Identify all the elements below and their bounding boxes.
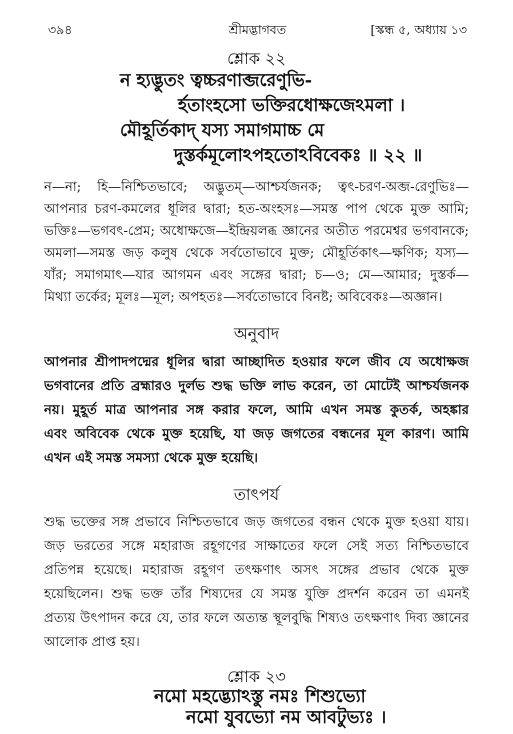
verse-22-line-4: দুস্তর্কমূলোঽপহতোঽবিবেকঃ ॥ ২২ ॥ [174,146,423,166]
translation-line: ভগবানের প্রতি ব্রহ্মারও দুর্লভ শুদ্ধ ভক্তি লাভ করেন, তা মোটেই আশ্চর্যজনক [44,379,469,394]
synonyms-line: অমলা—সমস্ত জড় কলুষ থেকে সর্বতোভাবে মুক্ত; মৌহূর্তিকাৎ—ক্ষণিক; যস্য— [44,246,469,261]
translation-line: এখন এই সমস্ত সমস্যা থেকে মুক্ত হয়েছি। [44,451,258,466]
chapter-reference: [স্কন্ধ ৫, অধ্যায় ১৩ [370,22,467,37]
purport-line: প্রতিপন্ন হয়েছে। মহারাজ রহূগণ তৎক্ষণাৎ অসৎ সঙ্গের প্রভাব থেকে মুক্ত [44,563,469,578]
synonyms-line: ভক্তিঃ—ভগবৎ-প্রেম; অধোক্ষজে—ইন্দ্রিয়লব্ধ জ্ঞানের অতীত পরমেশ্বর ভগবানকে; [44,224,469,239]
synonyms-line: মিথ্যা তর্কের; মূলঃ—মূল; অপহতঃ—সর্বতোভাবে বিনষ্ট; অবিবেকঃ—অজ্ঞান। [44,290,443,305]
synonyms-line: আপনার চরণ-কমলের ধূলির দ্বারা; হত-অংহসঃ—সমস্ত পাপ থেকে মুক্ত আমি; [44,202,469,217]
verse-22-line-3: মৌহূর্তিকাদ্ যস্য সমাগমাচ্চ মে [120,121,325,141]
verse-22-heading: শ্লোক ২২ [227,49,286,68]
page-number: ৩৯৪ [48,22,73,37]
running-header [48,22,467,42]
verse-22-line-2: র্হতাংহসো ভক্তিরধোক্ষজেঽমলা । [178,96,406,116]
translation-line: এবং অবিবেক থেকে মুক্ত হয়েছি, যা জড় জগতের বন্ধনের মূল কারণ। আমি [44,427,469,442]
purport-line: আলোক প্রাপ্ত হয়। [44,635,140,650]
purport-heading: তাৎপর্য [233,485,280,504]
verse-23-heading: শ্লোক ২৩ [227,667,286,686]
verse-23-line-2: নমো যুবভ্যো নম আবটুভ্যঃ । [186,708,387,728]
verse-22-line-1: ন হ্যদ্ভুতং ত্বচ্চরণাব্জরেণুভি- [120,71,313,91]
purport-line: প্রত্যয় উৎপাদন করে যে, তার ফলে অত্যন্ত স্থূলবুদ্ধি শিষ্যও তৎক্ষণাৎ দিব্য জ্ঞানের [44,611,469,626]
synonyms-line: ন—না; হি—নিশ্চিতভাবে; অদ্ভুতম্—আশ্চর্যজনক; ত্বৎ-চরণ-অব্জ-রেণুভিঃ— [44,180,469,195]
verse-23-line-1: নমো মহদ্ভ্যোঽস্তু নমঃ শিশুভ্যো [154,687,366,707]
purport-line: হয়েছিলেন। শুদ্ধ ভক্ত তাঁর শিষ্যদের যে সমস্ত যুক্তি প্রদর্শন করেন তা এমনই [44,587,469,602]
translation-line: আপনার শ্রীপাদপদ্মের ধূলির দ্বারা আচ্ছাদিত হওয়ার ফলে জীব যে অধোক্ষজ [44,355,469,370]
purport-line: শুদ্ধ ভক্তের সঙ্গ প্রভাবে নিশ্চিতভাবে জড় জগতের বন্ধন থেকে মুক্ত হওয়া যায়। [44,515,469,530]
translation-line: নয়। মুহূর্ত মাত্র আপনার সঙ্গ করার ফলে, আমি এখন সমস্ত কুতর্ক, অহঙ্কার [44,403,469,418]
purport-line: জড় ভরতের সঙ্গে মহারাজ রহূগণের সাক্ষাতের ফলে সেই সত্য নিশ্চিতভাবে [44,539,469,554]
synonyms-line: যাঁর; সমাগমাৎ—যার আগমন এবং সঙ্গের দ্বারা; চ—ও; মে—আমার; দুস্তর্ক— [44,268,469,283]
book-title: শ্রীমদ্ভাগবত [228,22,287,37]
translation-heading: অনুবাদ [233,324,280,343]
